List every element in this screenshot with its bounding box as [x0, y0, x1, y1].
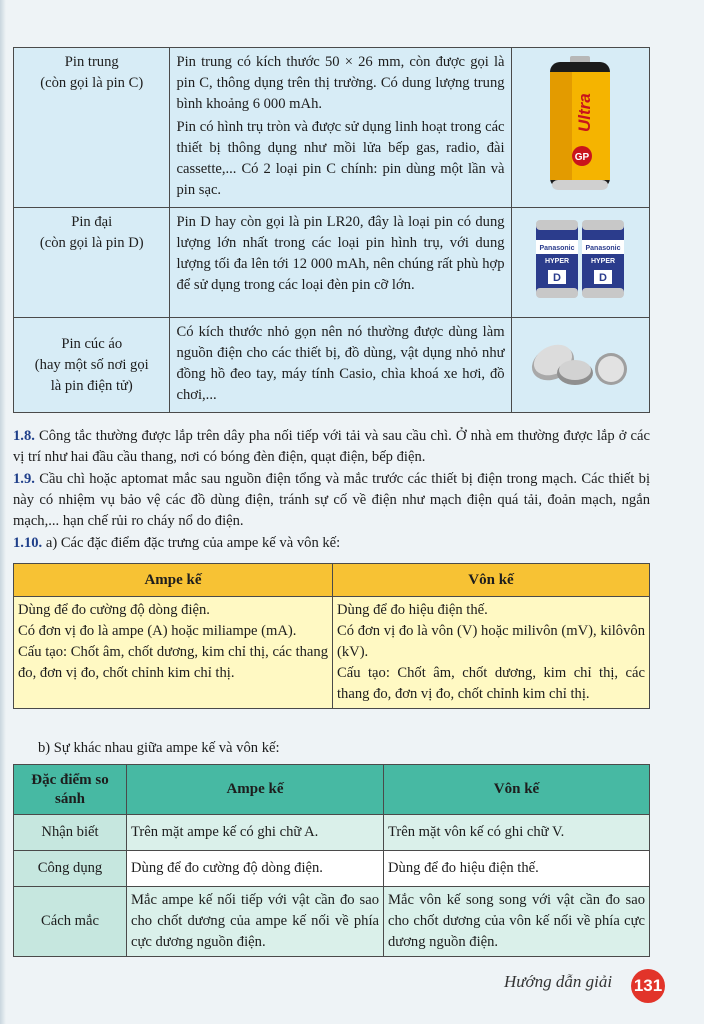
c-battery-image [511, 48, 649, 208]
battery-table [13, 47, 650, 413]
row-label: Công dụng [14, 851, 127, 887]
table-row [14, 208, 650, 318]
battery-name: Pin cúc áo (hay một số nơi gọi là pin điện tử) [14, 318, 170, 413]
table-header-row [14, 564, 650, 597]
column-header-criteria: Đặc điểm so sánh [14, 765, 127, 815]
ammeter-features: Dùng để đo cường độ dòng điện. Có đơn vị đo là ampe (A) hoặc miliampe (mA). Cấu tạo: Chốt âm, chốt dương, kim chỉ thị, các thang đo, đơn vị đo, chốt chỉnh kim chỉ thị. [14, 597, 333, 709]
voltmeter-cell: Dùng để đo hiệu điện thế. [384, 851, 650, 887]
table-row [14, 887, 650, 957]
part-b-intro: b) Sự khác nhau giữa ampe kế và vôn kế: [38, 740, 280, 756]
battery-brand-text: Panasonic [539, 245, 575, 252]
battery-description: Pin trung có kích thước 50 × 26 mm, còn được gọi là pin C, thông dụng trên thị trường. Có dung lượng trung bình khoảng 6 000 mAh. Pin có hình trụ tròn và được sử dụng linh hoạt trong các thiết bị thông dụng như mồi lửa bếp gas, radio, đài cassette,... Có 2 loại pin C chính: pin dùng một lần và pin sạc. [170, 48, 511, 208]
table-row [14, 815, 650, 851]
column-header-voltmeter: Vôn kế [384, 765, 650, 815]
battery-description: Có kích thước nhỏ gọn nên nó thường được dùng làm nguồn điện cho các thiết bị, đồ dùng, vật dụng nhỏ như đồng hồ đeo tay, máy tính Casio, chìa khoá xe hơi, đồ chơi,... [170, 318, 511, 413]
battery-name: Pin đại (còn gọi là pin D) [14, 208, 170, 318]
answer-1-9: 1.9. Cầu chì hoặc aptomat mắc sau nguồn điện tổng và mắc trước các thiết bị điện trong mạch. Các thiết bị này có nhiệm vụ bảo vệ các đồ dùng điện, tránh sự cố về điện như mạch điện quá tải, đoản mạch, ngắn mạch,... hạn chế rủi ro cháy nổ do điện. [13, 471, 650, 529]
battery-size-text: D [553, 272, 562, 284]
battery-label-text: Ultra [575, 93, 595, 132]
answer-1-8: 1.8. Công tắc thường được lắp trên dây pha nối tiếp với tải và sau cầu chì. Ở nhà em thường được lắp ở các vị trí như hai đầu cầu thang, nơi có bóng đèn điện, quạt điện, bếp điện. [13, 428, 650, 465]
meter-features-table [13, 563, 650, 709]
row-label: Nhận biết [14, 815, 127, 851]
table-row [14, 597, 650, 709]
meter-comparison-table [13, 764, 650, 957]
table-header-row [14, 765, 650, 815]
answer-1-10: 1.10. a) Các đặc điểm đặc trưng của ampe kế và vôn kế: [13, 535, 341, 551]
battery-size-text: D [599, 272, 608, 284]
column-header-ammeter: Ampe kế [14, 564, 333, 597]
column-header-voltmeter: Vôn kế [333, 564, 650, 597]
battery-label-text: HYPER [591, 258, 616, 265]
voltmeter-cell: Trên mặt vôn kế có ghi chữ V. [384, 815, 650, 851]
ammeter-cell: Trên mặt ampe kế có ghi chữ A. [127, 815, 384, 851]
column-header-ammeter: Ampe kế [127, 765, 384, 815]
ammeter-cell: Mắc ampe kế nối tiếp với vật cần đo sao cho chốt dương của ampe kế nối về phía cực dương nguồn điện. [127, 887, 384, 957]
battery-brand-text: GP [575, 152, 590, 163]
page-number-badge: 131 [631, 969, 665, 1003]
table-row [14, 851, 650, 887]
battery-brand-text: Panasonic [585, 245, 621, 252]
voltmeter-features: Dùng để đo hiệu điện thế. Có đơn vị đo là vôn (V) hoặc milivôn (mV), kilôvôn (kV). Cấu tạo: Chốt âm, chốt dương, kim chỉ thị, các thang đo, đơn vị đo, chốt chỉnh kim chỉ thị. [333, 597, 650, 709]
battery-description: Pin D hay còn gọi là pin LR20, đây là loại pin có dung lượng lớn nhất trong các loại pin hình trụ, với dung lượng tối đa lên tới 12 000 mAh, nên chúng rất phù hợp để sử dụng trong các loại đèn pin cỡ lớn. [170, 208, 511, 318]
voltmeter-cell: Mắc vôn kế song song với vật cần đo sao cho chốt dương của vôn kế nối về phía cực dương nguồn điện. [384, 887, 650, 957]
coin-battery-image [511, 318, 649, 413]
battery-label-text: HYPER [545, 258, 570, 265]
page-edge [0, 0, 6, 1024]
row-label: Cách mắc [14, 887, 127, 957]
d-battery-image [511, 208, 649, 318]
footer-title: Hướng dẫn giải [504, 972, 613, 991]
table-row [14, 318, 650, 413]
table-row [14, 48, 650, 208]
ammeter-cell: Dùng để đo cường độ dòng điện. [127, 851, 384, 887]
battery-name: Pin trung (còn gọi là pin C) [14, 48, 170, 208]
